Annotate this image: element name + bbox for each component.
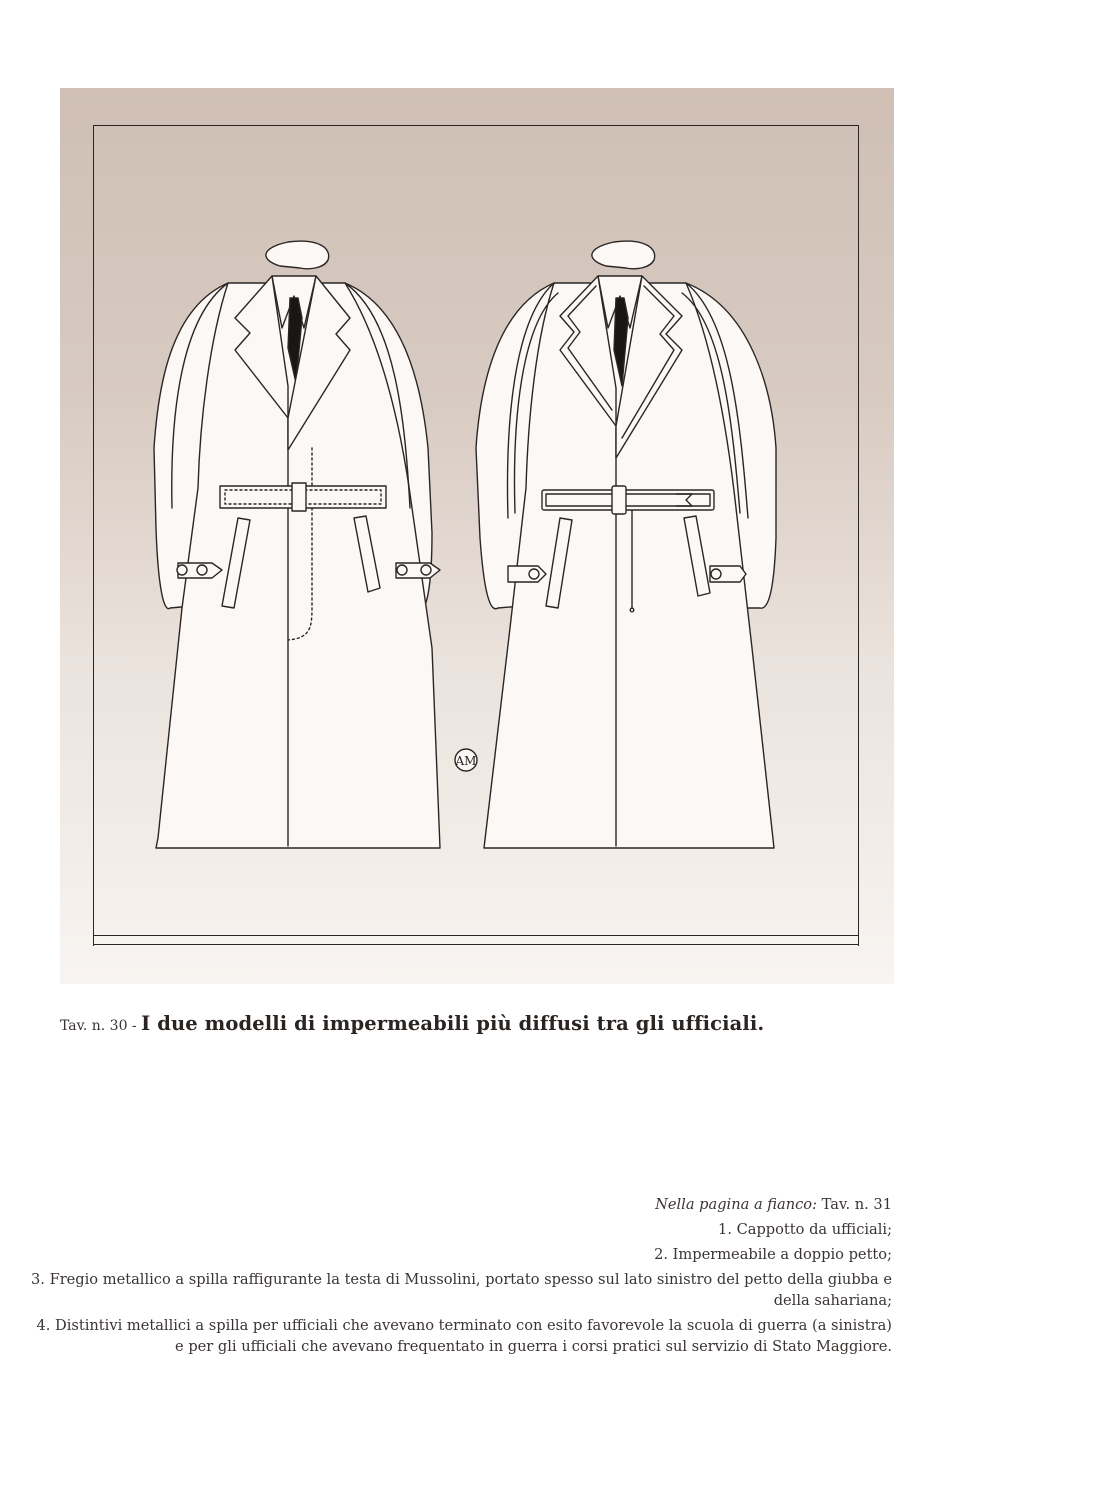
note-item: 2. Impermeabile a doppio petto; — [654, 1246, 892, 1263]
coats-drawing — [60, 88, 894, 984]
notes-lead-ref: Tav. n. 31 — [817, 1196, 892, 1213]
notes-lead — [30, 1194, 892, 1215]
note-item: 4. Distintivi metallici a spilla per ufficiali che avevano terminato con esito favorevole la scuola di guerra (a sinistra) e per gli ufficiali che avevano frequentato in guerra i corsi pratici sul servizio di Stato Maggiore. — [36, 1317, 892, 1355]
monogram-text: AM — [455, 754, 477, 768]
notes-lead-italic: Nella pagina a fianco: — [655, 1196, 818, 1213]
figure-caption — [60, 1012, 960, 1035]
right-coat — [476, 241, 776, 848]
caption-title: I due modelli di impermeabili più diffusi tra gli ufficiali. — [141, 1012, 765, 1035]
note-item: 1. Cappotto da ufficiali; — [718, 1221, 892, 1238]
illustration-plate — [60, 88, 894, 984]
facing-page-notes — [30, 1194, 892, 1361]
plate-reference: Tav. n. 30 - — [60, 1018, 142, 1034]
monogram-stamp — [455, 749, 477, 771]
left-coat — [154, 241, 440, 848]
note-item: 3. Fregio metallico a spilla raffigurante la testa di Mussolini, portato spesso sul lato sinistro del petto della giubba e della sahariana; — [31, 1271, 892, 1309]
